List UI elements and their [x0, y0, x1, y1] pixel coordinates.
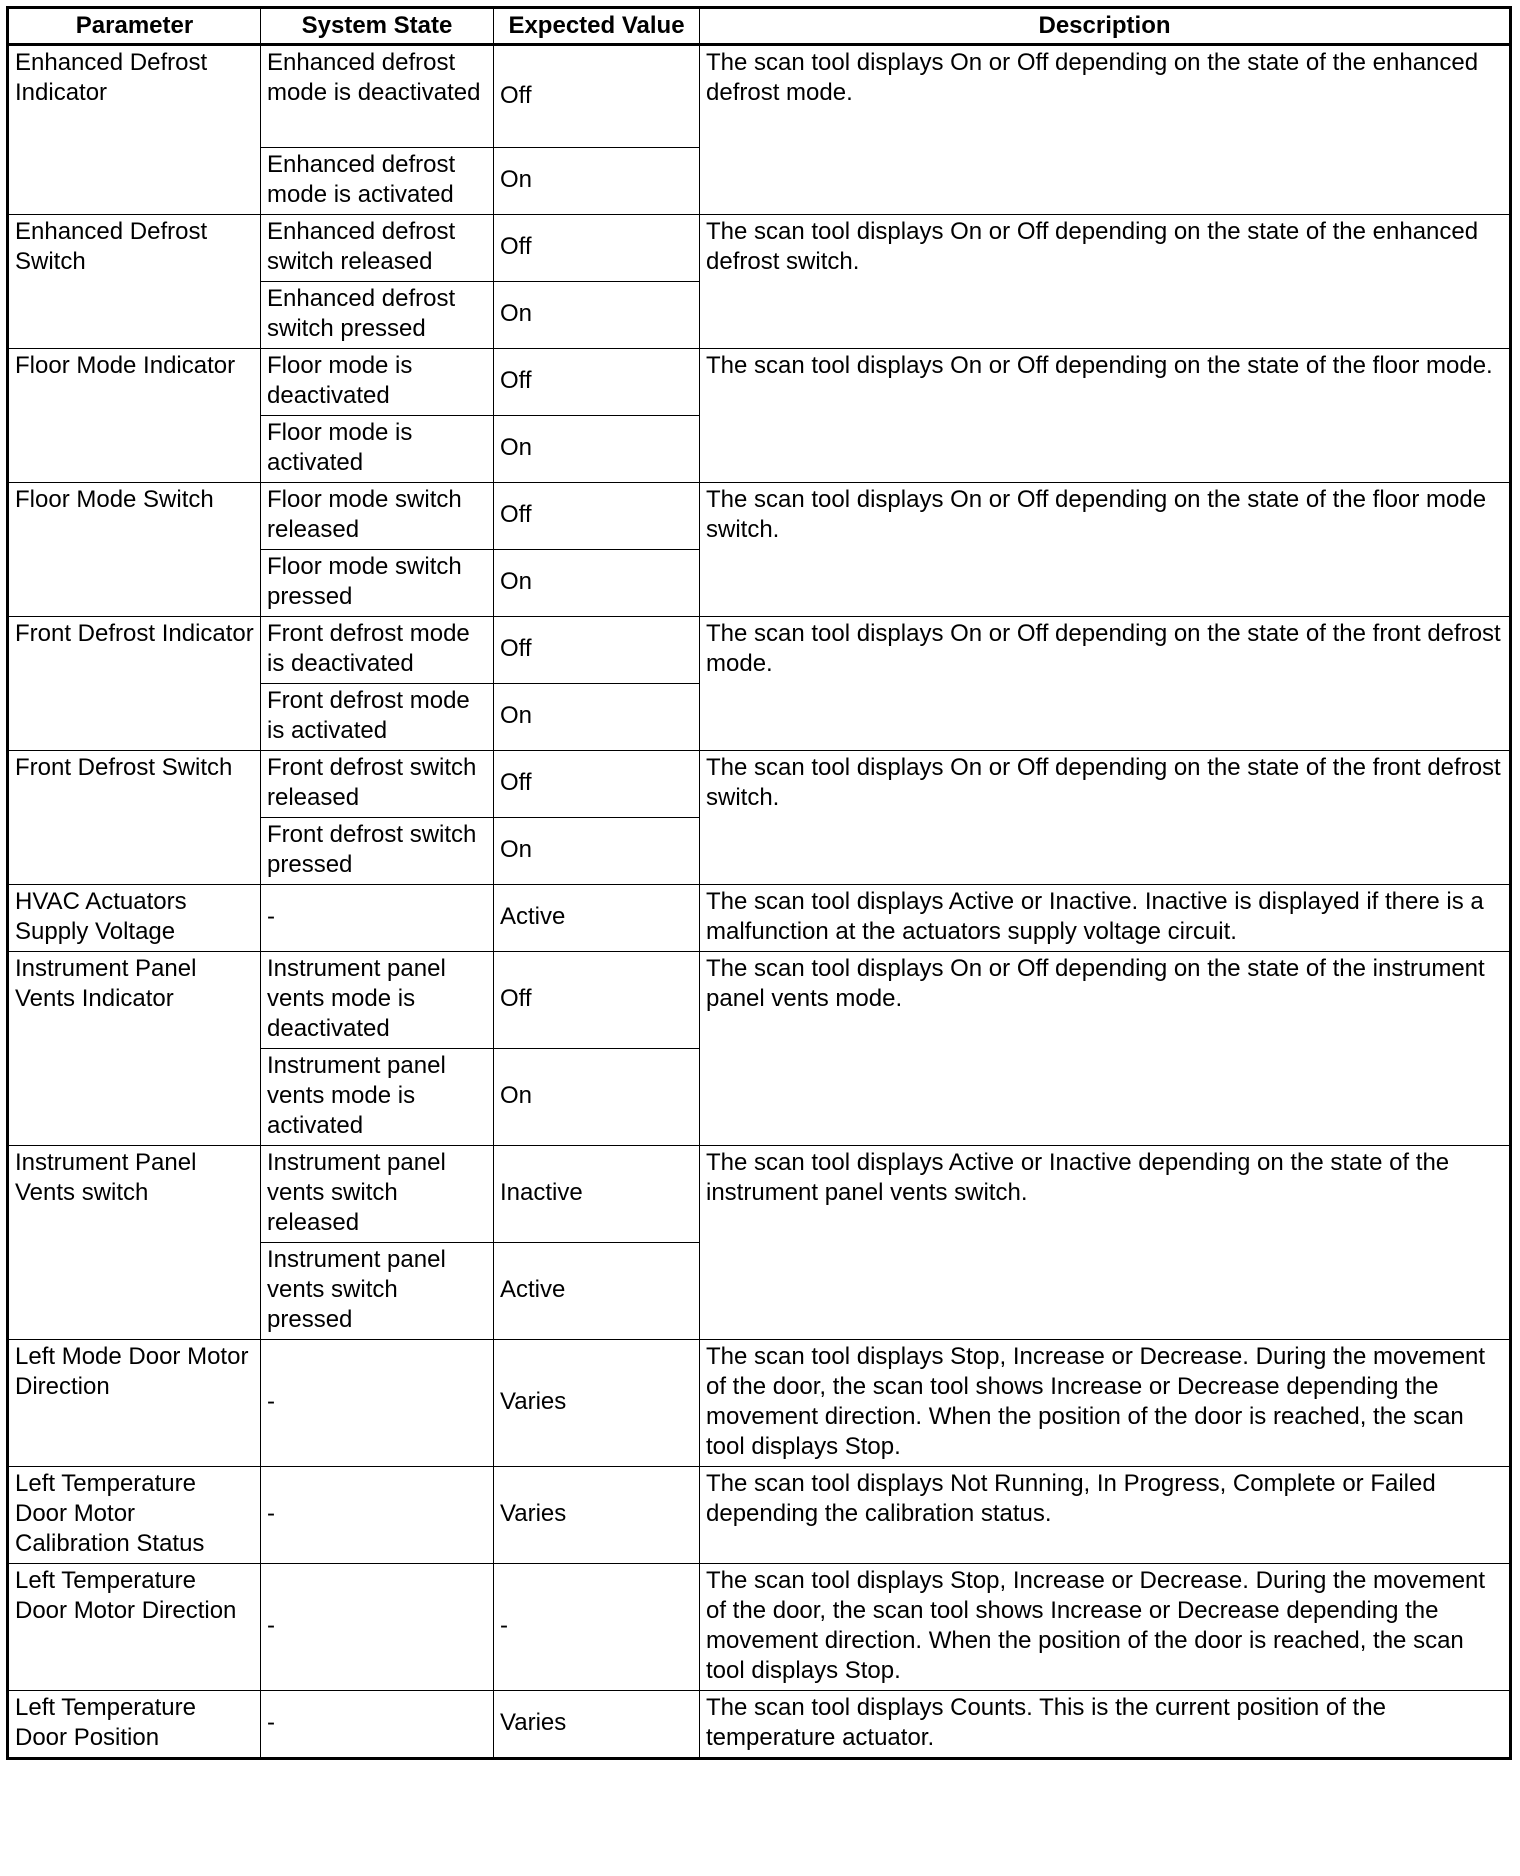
table-row — [8, 45, 1511, 148]
expected-value-cell: - — [494, 1564, 700, 1691]
parameter-cell: Enhanced Defrost Switch — [8, 215, 261, 349]
description-cell: The scan tool displays On or Off depending on the state of the enhanced defrost switch. — [700, 215, 1511, 349]
expected-value-cell: Varies — [494, 1340, 700, 1467]
table-row — [8, 751, 1511, 818]
parameter-cell: Front Defrost Switch — [8, 751, 261, 885]
header-system-state: System State — [261, 8, 494, 45]
system-state-cell: Floor mode is deactivated — [261, 349, 494, 416]
parameter-cell: Instrument Panel Vents Indicator — [8, 952, 261, 1146]
table-row — [8, 1467, 1511, 1564]
expected-value-cell: On — [494, 148, 700, 215]
table-row — [8, 1564, 1511, 1691]
system-state-cell: - — [261, 1564, 494, 1691]
table-row — [8, 952, 1511, 1049]
system-state-cell: Enhanced defrost switch released — [261, 215, 494, 282]
system-state-cell: - — [261, 885, 494, 952]
description-cell: The scan tool displays Active or Inactive. Inactive is displayed if there is a malfunction at the actuators supply voltage circuit. — [700, 885, 1511, 952]
parameter-cell: Left Temperature Door Motor Direction — [8, 1564, 261, 1691]
parameter-cell: HVAC Actuators Supply Voltage — [8, 885, 261, 952]
system-state-cell: Instrument panel vents mode is deactivated — [261, 952, 494, 1049]
description-cell: The scan tool displays On or Off depending on the state of the floor mode. — [700, 349, 1511, 483]
expected-value-cell: Off — [494, 617, 700, 684]
parameter-cell: Floor Mode Indicator — [8, 349, 261, 483]
system-state-cell: Instrument panel vents switch released — [261, 1146, 494, 1243]
description-cell: The scan tool displays Active or Inactive depending on the state of the instrument panel vents switch. — [700, 1146, 1511, 1340]
header-row — [8, 8, 1511, 45]
expected-value-cell: Inactive — [494, 1146, 700, 1243]
expected-value-cell: Off — [494, 483, 700, 550]
expected-value-cell: On — [494, 684, 700, 751]
table-row — [8, 1146, 1511, 1243]
header-parameter: Parameter — [8, 8, 261, 45]
table-body — [8, 45, 1511, 1759]
expected-value-cell: On — [494, 282, 700, 349]
table-row — [8, 215, 1511, 282]
description-cell: The scan tool displays On or Off depending on the state of the front defrost mode. — [700, 617, 1511, 751]
expected-value-cell: Off — [494, 349, 700, 416]
description-cell: The scan tool displays Counts. This is the current position of the temperature actuator. — [700, 1691, 1511, 1759]
header-expected-value: Expected Value — [494, 8, 700, 45]
system-state-cell: Enhanced defrost mode is activated — [261, 148, 494, 215]
table-row — [8, 349, 1511, 416]
expected-value-cell: On — [494, 818, 700, 885]
table-row — [8, 1691, 1511, 1759]
system-state-cell: Instrument panel vents switch pressed — [261, 1243, 494, 1340]
description-cell: The scan tool displays Stop, Increase or Decrease. During the movement of the door, the scan tool shows Increase or Decrease depending the movement direction. When the position of the door is reached, the scan tool displays Stop. — [700, 1564, 1511, 1691]
expected-value-cell: On — [494, 1049, 700, 1146]
expected-value-cell: Off — [494, 215, 700, 282]
system-state-cell: Enhanced defrost switch pressed — [261, 282, 494, 349]
parameter-cell: Floor Mode Switch — [8, 483, 261, 617]
system-state-cell: Front defrost switch released — [261, 751, 494, 818]
description-cell: The scan tool displays On or Off depending on the state of the floor mode switch. — [700, 483, 1511, 617]
description-cell: The scan tool displays On or Off depending on the state of the instrument panel vents mode. — [700, 952, 1511, 1146]
table-row — [8, 1340, 1511, 1467]
system-state-cell: Front defrost mode is activated — [261, 684, 494, 751]
expected-value-cell: Varies — [494, 1691, 700, 1759]
description-cell: The scan tool displays On or Off depending on the state of the enhanced defrost mode. — [700, 45, 1511, 215]
system-state-cell: - — [261, 1691, 494, 1759]
table-row — [8, 885, 1511, 952]
description-cell: The scan tool displays Stop, Increase or Decrease. During the movement of the door, the scan tool shows Increase or Decrease depending the movement direction. When the position of the door is reached, the scan tool displays Stop. — [700, 1340, 1511, 1467]
expected-value-cell: Active — [494, 885, 700, 952]
expected-value-cell: Off — [494, 952, 700, 1049]
parameters-table — [6, 6, 1512, 1760]
system-state-cell: - — [261, 1467, 494, 1564]
system-state-cell: Front defrost switch pressed — [261, 818, 494, 885]
expected-value-cell: Off — [494, 45, 700, 148]
system-state-cell: - — [261, 1340, 494, 1467]
expected-value-cell: Active — [494, 1243, 700, 1340]
description-cell: The scan tool displays Not Running, In Progress, Complete or Failed depending the calibration status. — [700, 1467, 1511, 1564]
expected-value-cell: On — [494, 550, 700, 617]
description-cell: The scan tool displays On or Off depending on the state of the front defrost switch. — [700, 751, 1511, 885]
table-row — [8, 483, 1511, 550]
expected-value-cell: Off — [494, 751, 700, 818]
parameter-cell: Left Mode Door Motor Direction — [8, 1340, 261, 1467]
system-state-cell: Enhanced defrost mode is deactivated — [261, 45, 494, 148]
table-row — [8, 617, 1511, 684]
system-state-cell: Floor mode switch pressed — [261, 550, 494, 617]
parameter-cell: Left Temperature Door Position — [8, 1691, 261, 1759]
parameter-cell: Front Defrost Indicator — [8, 617, 261, 751]
expected-value-cell: On — [494, 416, 700, 483]
parameter-cell: Instrument Panel Vents switch — [8, 1146, 261, 1340]
expected-value-cell: Varies — [494, 1467, 700, 1564]
system-state-cell: Instrument panel vents mode is activated — [261, 1049, 494, 1146]
system-state-cell: Floor mode is activated — [261, 416, 494, 483]
header-description: Description — [700, 8, 1511, 45]
system-state-cell: Front defrost mode is deactivated — [261, 617, 494, 684]
parameter-cell: Enhanced Defrost Indicator — [8, 45, 261, 215]
system-state-cell: Floor mode switch released — [261, 483, 494, 550]
parameter-cell: Left Temperature Door Motor Calibration Status — [8, 1467, 261, 1564]
